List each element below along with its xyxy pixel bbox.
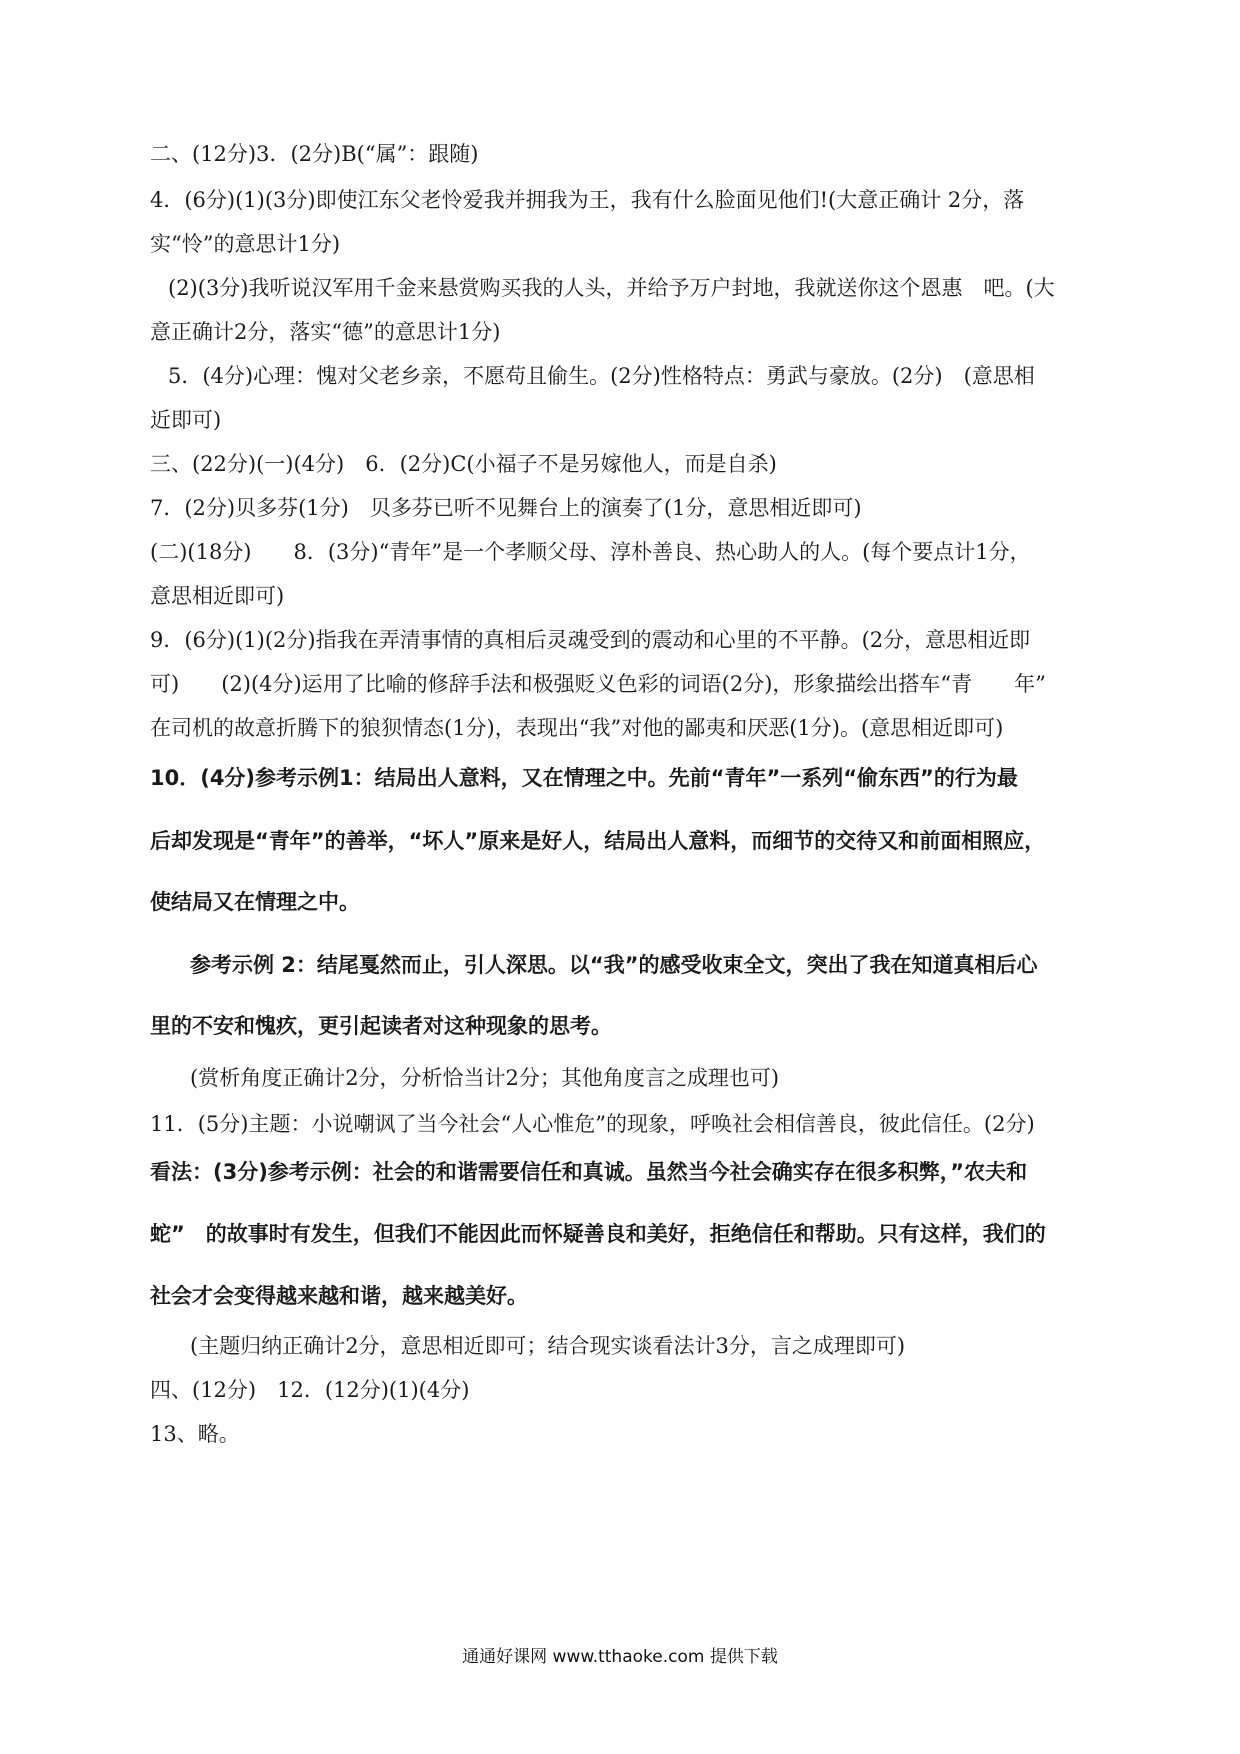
answer-line: 蛇” 的故事时有发生，但我们不能因此而怀疑善良和美好，拒绝信任和帮助。只有这样，我们的 [150,1222,1046,1246]
answer-line: 后却发现是“青年”的善举，“坏人”原来是好人，结局出人意料，而细节的交待又和前面相照应， [150,829,1046,853]
answer-line: 参考示例 2：结尾戛然而止，引人深思。以“我”的感受收束全文，突出了我在知道真相后心 [190,953,1038,977]
answer-line: 10．(4分)参考示例1：结局出人意料，又在情理之中。先前“青年”一系列“偷东西”的行为最 [150,766,1018,790]
answer-line: 社会才会变得越来越和谐，越来越美好。 [150,1284,528,1308]
answer-line: 4．(6分)(1)(3分)即使江东父老怜爱我并拥我为王，我有什么脸面见他们!(大意正确计 2分，落 [150,188,1025,212]
answer-line: 11．(5分)主题：小说嘲讽了当今社会“人心惟危”的现象，呼唤社会相信善良，彼此信任。(2分) [150,1112,1035,1136]
answer-key-page [150,0,1105,1754]
answer-line: (二)(18分) 8．(3分)“青年”是一个孝顺父母、淳朴善良、热心助人的人。(每个要点计1分， [150,540,1031,564]
answer-line: 近即可) [150,408,222,432]
answer-line: 二、(12分)3．(2分)B(“属”：跟随) [150,142,479,166]
answer-line: 意正确计2分，落实“德”的意思计1分) [150,320,501,344]
answer-line: 里的不安和愧疚，更引起读者对这种现象的思考。 [150,1014,612,1038]
answer-line: 看法：(3分)参考示例：社会的和谐需要信任和真诚。虽然当今社会确实存在很多积弊，”农夫和 [150,1160,1028,1184]
answer-line: 可) (2)(4分)运用了比喻的修辞手法和极强贬义色彩的词语(2分)，形象描绘出搭车“青 年” [150,672,1046,696]
answer-line: 5．(4分)心理：愧对父老乡亲，不愿苟且偷生。(2分)性格特点：勇武与豪放。(2分) (意思相 [168,364,1035,388]
answer-line: (赏析角度正确计2分，分析恰当计2分；其他角度言之成理也可) [190,1066,780,1090]
answer-line: 在司机的故意折腾下的狼狈情态(1分)，表现出“我”对他的鄙夷和厌恶(1分)。(意思相近即可) [150,716,1004,740]
answer-line: 9．(6分)(1)(2分)指我在弄清事情的真相后灵魂受到的震动和心里的不平静。(2分，意思相近即 [150,628,1031,652]
answer-line: 实“怜”的意思计1分) [150,232,341,256]
page-footer: 通通好课网 www.tthaoke.com 提供下载 [462,1647,778,1667]
answer-line: 7．(2分)贝多芬(1分) 贝多芬已听不见舞台上的演奏了(1分，意思相近即可) [150,496,862,520]
answer-line: 四、(12分) 12．(12分)(1)(4分) [150,1378,470,1402]
answer-line: (主题归纳正确计2分，意思相近即可；结合现实谈看法计3分，言之成理即可) [190,1334,906,1358]
answer-line: (2)(3分)我听说汉军用千金来悬赏购买我的人头，并给予万户封地，我就送你这个恩惠 吧。(大 [168,276,1055,300]
answer-line: 三、(22分)(一)(4分) 6．(2分)C(小福子不是另嫁他人，而是自杀) [150,452,777,476]
answer-line: 使结局又在情理之中。 [150,890,360,914]
answer-line: 13、略。 [150,1422,240,1446]
answer-line: 意思相近即可) [150,584,285,608]
